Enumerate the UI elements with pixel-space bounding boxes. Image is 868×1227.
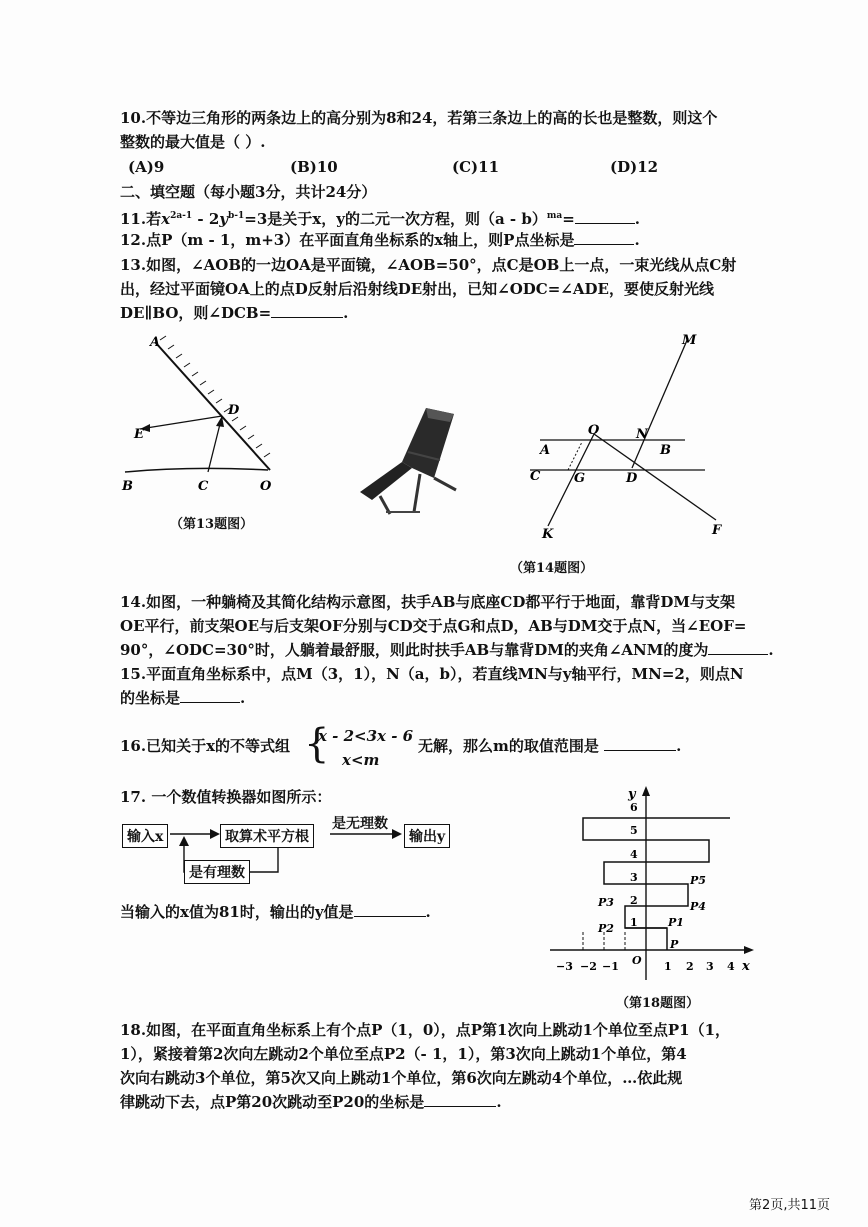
q14-line2: OE平行，前支架OE与后支架OF分别与CD交于点G和点D，AB与DM交于点N，当∠EOF= xyxy=(120,617,747,635)
output-box: 输出y xyxy=(404,824,450,848)
q18-line4: 律跳动下去，点P第20次跳动至P20的坐标是 . xyxy=(120,1093,502,1111)
fig18-ytick-2: 2 xyxy=(630,894,638,907)
fig14-label-g: G xyxy=(574,471,586,486)
figure-14 xyxy=(520,330,740,540)
fig18-point-p5: P5 xyxy=(690,874,706,887)
fig18-caption: （第18题图） xyxy=(616,996,700,1011)
figure-13 xyxy=(110,330,290,500)
q11-exp1: 2a-1 xyxy=(170,211,193,221)
q14-line1: 14.如图，一种躺椅及其简化结构示意图，扶手AB与底座CD都平行于地面，靠背DM与支架 xyxy=(120,593,735,611)
fig14-label-m: M xyxy=(682,333,697,348)
answer-blank xyxy=(271,303,343,318)
fig13-label-b: B xyxy=(122,479,133,494)
answer-blank xyxy=(424,1092,496,1107)
answer-blank xyxy=(574,230,634,245)
q16-brace: { xyxy=(304,721,330,767)
q11-suffix: =3是关于x，y的二元一次方程，则（a - b） xyxy=(244,210,547,228)
fig14-label-k: K xyxy=(542,527,554,540)
answer-blank xyxy=(604,736,676,751)
fig18-ytick-6: 6 xyxy=(630,801,638,814)
fig18-point-p4: P4 xyxy=(690,900,706,913)
q11-exp2: b-1 xyxy=(227,211,245,221)
fig18-point-p2: P2 xyxy=(598,922,614,935)
fig18-point-p1: P1 xyxy=(668,916,684,929)
fig18-xtick-2: 2 xyxy=(686,960,694,973)
q13-line2: 出，经过平面镜OA上的点D反射后沿射线DE射出，已知∠ODC=∠ADE，要使反射光线 xyxy=(120,280,714,298)
q10-option-d: (D)12 xyxy=(610,158,659,176)
q10-line1: 10.不等边三角形的两条边上的高分别为8和24，若第三条边上的高的长也是整数，则这个 xyxy=(120,109,718,127)
q17-question: 当输入的x值为81时，输出的y值是 . xyxy=(120,903,431,921)
fig14-label-f: F xyxy=(712,523,722,538)
q10-option-a: (A)9 xyxy=(128,158,165,176)
q16-suffix: 无解，那么m的取值范围是 xyxy=(418,737,599,755)
answer-blank xyxy=(575,209,635,224)
q15-line2: 的坐标是 . xyxy=(120,689,246,707)
irrational-label: 是无理数 xyxy=(332,816,388,832)
fig18-x-label: x xyxy=(742,959,750,974)
fig18-xtick-neg3: −3 xyxy=(556,960,573,973)
q11-end: = xyxy=(562,210,575,228)
fig13-label-c: C xyxy=(198,479,209,494)
fig18-xtick-neg2: −2 xyxy=(580,960,597,973)
q11-exp3: ma xyxy=(546,211,563,221)
q16-suffix-line: 无解，那么m的取值范围是 . xyxy=(418,737,682,755)
q18-line4-text: 律跳动下去，点P第20次跳动至P20的坐标是 xyxy=(120,1093,425,1111)
fig13-label-e: E xyxy=(134,427,144,442)
fig18-ytick-5: 5 xyxy=(630,824,638,837)
process-box: 取算术平方根 xyxy=(220,824,314,848)
fig14-caption: （第14题图） xyxy=(510,561,594,576)
q18-line1: 18.如图，在平面直角坐标系上有个点P（1，0），点P第1次向上跳动1个单位至点P1（1， xyxy=(120,1021,731,1039)
q17-title: 17. 一个数值转换器如图所示： xyxy=(120,788,332,806)
figure-18 xyxy=(540,780,760,990)
fig14-label-n: N xyxy=(636,427,648,442)
page-footer: 第2页,共11页 xyxy=(749,1198,830,1213)
fig13-label-o: O xyxy=(260,479,272,494)
section-title: 二、填空题（每小题3分，共计24分） xyxy=(120,183,377,201)
lounge-chair-image xyxy=(350,400,470,520)
q18-line2: 1），紧接着第2次向左跳动2个单位至点P2（- 1，1），第3次向上跳动1个单位，第4 xyxy=(120,1045,687,1063)
answer-blank xyxy=(708,640,768,655)
q16-prefix: 16.已知关于x的不等式组 xyxy=(120,737,291,755)
fig14-label-d: D xyxy=(626,471,638,486)
fig18-xtick-1: 1 xyxy=(664,960,672,973)
q13-line3-text: DE∥BO，则∠DCB= xyxy=(120,304,272,322)
q14-line3-text: 90°，∠ODC=30°时，人躺着最舒服，则此时扶手AB与靠背DM的夹角∠ANM的度为 xyxy=(120,641,709,659)
q17-question-text: 当输入的x值为81时，输出的y值是 xyxy=(120,903,354,921)
fig18-y-label: y xyxy=(628,787,636,802)
fig13-label-d: D xyxy=(228,403,240,418)
q14-line3: 90°，∠ODC=30°时，人躺着最舒服，则此时扶手AB与靠背DM的夹角∠ANM的度为 . xyxy=(120,641,774,659)
fig18-xtick-3: 3 xyxy=(706,960,714,973)
q11-prefix: 11.若 xyxy=(120,210,162,228)
q16-ineq1: x - 2<3x - 6 xyxy=(318,727,414,745)
answer-blank xyxy=(354,902,426,917)
q13-line1: 13.如图，∠AOB的一边OA是平面镜，∠AOB=50°，点C是OB上一点，一束光线从点C射 xyxy=(120,256,737,274)
fig14-label-a: A xyxy=(540,443,551,458)
fig14-label-b: B xyxy=(660,443,671,458)
fig13-caption: （第13题图） xyxy=(170,517,254,532)
fig18-ytick-1: 1 xyxy=(630,916,638,929)
q12-text: 12.点P（m - 1，m+3）在平面直角坐标系的x轴上，则P点坐标是 xyxy=(120,231,575,249)
q11-mid: - 2 xyxy=(192,210,220,228)
fig13-label-a: A xyxy=(150,335,161,350)
fig18-xtick-neg1: −1 xyxy=(602,960,619,973)
fig18-ytick-4: 4 xyxy=(630,848,638,861)
q10-line2: 整数的最大值是（ ）. xyxy=(120,133,266,151)
q18-line3: 次向右跳动3个单位，第5次又向上跳动1个单位，第6次向左跳动4个单位，…依此规 xyxy=(120,1069,683,1087)
q13-line3: DE∥BO，则∠DCB= . xyxy=(120,304,349,322)
q16-ineq2: x<m xyxy=(342,751,380,769)
fig18-point-p: P xyxy=(670,938,679,951)
q15-line2-text: 的坐标是 xyxy=(120,689,181,707)
q10-option-c: (C)11 xyxy=(452,158,500,176)
fig18-origin: O xyxy=(632,954,642,967)
answer-blank xyxy=(180,688,240,703)
rational-box: 是有理数 xyxy=(184,860,250,884)
fig18-point-p3: P3 xyxy=(598,896,614,909)
q11: 11.若$x^{2a-1} - 2y^{b-1}=3$是关于x，y的二元一次方程，则（a - b）$^{ma}$= . xyxy=(120,210,640,228)
fig18-xtick-4: 4 xyxy=(727,960,735,973)
fig18-ytick-3: 3 xyxy=(630,871,638,884)
input-box: 输入x xyxy=(122,824,168,848)
q12: 12.点P（m - 1，m+3）在平面直角坐标系的x轴上，则P点坐标是 . xyxy=(120,231,640,249)
fig14-label-c: C xyxy=(530,469,541,484)
fig14-label-o: O xyxy=(588,423,600,438)
q15-line1: 15.平面直角坐标系中，点M（3，1），N（a，b），若直线MN与y轴平行，MN=2，则点N xyxy=(120,665,744,683)
q10-option-b: (B)10 xyxy=(290,158,338,176)
